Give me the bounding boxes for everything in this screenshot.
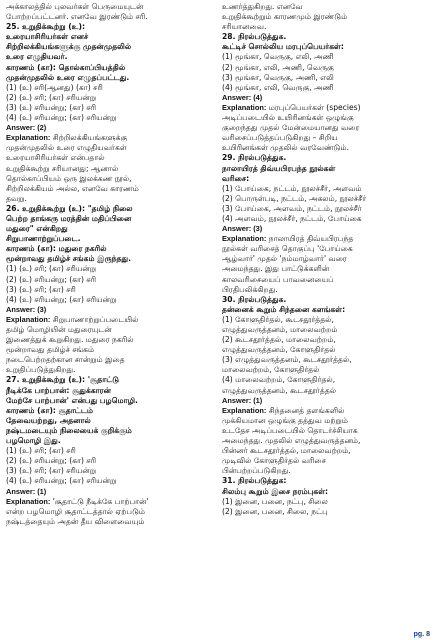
text-line: பிரதிபலிக்கிறது. <box>222 284 278 294</box>
text-line: (2) இனை, பனை, சிலை, நட்பு <box>222 506 328 516</box>
text-line: உரையாசிரியர்கள் என்பதால் <box>6 153 105 163</box>
question-line: தன்னைக் கூறும் சிந்தனை களங்கள்: <box>222 304 346 314</box>
text-line: வரிசைப்படுத்தப்படுகிறது – சிறிய <box>222 133 338 143</box>
text-line: ஆழ்வார்' முதல் 'நம்மாழ்வார்' வரை <box>222 254 347 264</box>
text-line: போற்றப்பட்டனர். எனவே இரண்டும் சரி. <box>6 12 148 22</box>
explanation-line: Explanation: சிற்றிலக்கியங்களுக்கு <box>6 133 128 143</box>
text-line: பின்னர் கூடசதூர்த்தல், மாலைவற்றம், <box>222 446 351 456</box>
text-line: (4) (உ) சரியன்று; (கா) சரியன்று <box>6 476 117 486</box>
text-line: பின்பற்றப்படுகிறது. <box>222 466 291 476</box>
question-line: முதன்முதலில் உரை எழுதப்பட்டது. <box>6 72 130 82</box>
question-line: தேவையற்றது, அதனால் <box>6 415 91 425</box>
answer-line: Answer: (4) <box>222 92 263 102</box>
question-line: நஷ்டமடையும் நிலையைக் குறிக்கும் <box>6 425 132 435</box>
text-line: நூல்கள் வரிசைத் தொகுப்பு 'போய்கை <box>222 244 353 254</box>
question-line: சிறுபாணாற்றுப்படை. <box>6 234 81 244</box>
answer-line: Answer: (2) <box>6 123 47 133</box>
text-line: (4) மூங்கா, எலி, வெருகு, அணி <box>222 82 334 92</box>
question-line: சிற்றிலக்கியங்களுக்கு முதன்முதலில் <box>6 42 132 52</box>
question-line: நாலாயிரத் திவ்யபிரபந்த நூல்கள் <box>222 163 336 173</box>
explanation-label: Explanation: <box>222 102 267 112</box>
text-line: (3) எழுத்துவருத்தனம், கூடசதூர்த்தல், <box>222 355 352 365</box>
text-line: உடதேச அடிப்படையில் தொடர்ச்சியாக <box>222 425 358 435</box>
explanation-line: Explanation: மரபுப்பெயர்கள் (species) <box>222 102 361 112</box>
question-line: மூன்றாவது தமிழ்ச் சங்கம் இருந்தது. <box>6 254 131 264</box>
question-line: மேற்சே பாற்பான்' என்பது பழமொழி. <box>6 395 138 405</box>
text-line: (3) போய்கை, அளவம், நட்டம், நூலச்சீர் <box>222 203 362 213</box>
text-line: எழுத்துவருத்தனம், கூடசதூர்த்தல் <box>222 385 337 395</box>
text-line: மாலைவற்றம், கோளுதிர்தல் <box>222 365 320 375</box>
text-line: (1) (உ) சரி; (கா) சரியன்று <box>6 264 97 274</box>
text-line: (2) (உ) சரி; (கா) சரியன்று <box>6 92 97 102</box>
text-line: இணைத்துக் கூறுகிறது. மதுரை நகரில் <box>6 335 134 345</box>
text-line: உறுதிக்கூற்று சரியானது; ஆனால் <box>6 163 119 173</box>
text-line: உணர்த்துகிறது. எனவே <box>222 2 303 11</box>
question-line: 30. நிரல்படுத்துக. <box>222 294 287 304</box>
text-line: அடிப்படையில் உயிரினங்கள் ஒழுங்கு <box>222 113 354 123</box>
text-line: (1) (உ) சரி; (கா) சரி <box>6 446 76 456</box>
text-line: முடிவில் கோளுதிர்தல் வரிசை <box>222 456 326 466</box>
question-line: உரை எழுதியவர். <box>6 52 68 62</box>
explanation-line: Explanation: நாலாயிரத் திவ்யபிரபந்த <box>222 234 354 244</box>
question-line: 31. நிரல்படுத்துக: <box>222 476 287 486</box>
question-line: காரணம் (கா): சூதாட்டம் <box>6 405 93 415</box>
text-line: நஷ்டத்தையும் அதன் தீய விளைவையும் <box>6 516 145 526</box>
explanation-label: Explanation: <box>222 234 267 244</box>
text-line: (2) கூடசதூர்த்தல், மாலைவற்றம், <box>222 335 336 345</box>
text-line: உறுதிப்படுத்துகிறது. <box>6 365 76 375</box>
text-line: தமிழ் மொழியின் மதுரையுடன் <box>6 325 112 334</box>
text-line: தவறு. <box>6 193 27 203</box>
explanation-label: Explanation: <box>6 496 51 506</box>
page-number: pg. 8 <box>413 631 430 638</box>
left-column <box>6 2 216 630</box>
text-line: முக்கியமான ஒழுங்கு தத்துவ மற்றும் <box>222 415 349 425</box>
text-line: (1) போய்கை, நட்டம், நூலச்சீர், அளவம் <box>222 183 362 193</box>
text-line: (4) மாலைவற்றம், கோளுதிர்தல், <box>222 375 336 385</box>
text-line: அமைந்தது. முதலில் எழுத்துவருத்தனம், <box>222 436 361 446</box>
text-line: உயிரினங்கள் முதலில் வரவேண்டும். <box>222 143 349 153</box>
answer-line: Answer: (3) <box>6 304 47 314</box>
text-line: நடைபெற்றதற்கான சான்றும் இதை <box>6 355 125 365</box>
text-line: (2) (உ) சரியன்று; (கா) சரி <box>6 274 97 284</box>
question-line: 28. நிரல்படுத்துக. <box>222 32 287 42</box>
text-line: (2) (உ) சரியன்று; (கா) சரி <box>6 456 97 466</box>
right-column <box>222 2 432 630</box>
answer-line: Answer: (1) <box>6 486 47 496</box>
text-line: மூன்றாவது தமிழ்ச் சங்கம் <box>6 345 95 355</box>
explanation-line: Explanation: சிறுபாணாற்றுப்படையில் <box>6 314 139 324</box>
text-line: குறைந்தது முதல் மேன்மையானது வரை <box>222 123 360 133</box>
question-line: வரிசை: <box>222 173 250 183</box>
question-line: பெற்ற தாங்கரு மரத்தின் மதிப்பினை <box>6 213 132 223</box>
text-line: என்ற பழமொழி சூதாட்டத்தால் ஏற்படும் <box>6 506 145 516</box>
question-line: 25. உறுதிக்கூற்று (உ): <box>6 22 86 32</box>
explanation-label: Explanation: <box>6 314 51 324</box>
text-line: (4) அளவம், நூலச்சீர், நட்டம், போய்கை <box>222 213 362 223</box>
text-line: (1) (உ) சரி(ஆனது) (கா) சரி <box>6 82 103 92</box>
explanation-line: Explanation: 'சூதாட்டு நீடிக்கே பாற்பான்' <box>6 496 149 506</box>
explanation-line: Explanation: சிந்தனைத் தளங்களில் <box>222 405 345 415</box>
question-line: 29. நிரல்படுத்துக. <box>222 153 287 163</box>
question-line: 27. உறுதிக்கூற்று (உ): 'சூதாட்டு <box>6 375 120 385</box>
question-line: காரணம் (கா): மதுரை நகரில் <box>6 244 107 254</box>
question-line: பழமொழி இது. <box>6 436 61 446</box>
question-line: காரணம் (கா): தொல்காப்பியத்தில் <box>6 62 126 72</box>
text-line: சரியானவை. <box>222 22 267 32</box>
answer-line: Answer: (3) <box>222 224 263 234</box>
explanation-label: Explanation: <box>222 405 267 415</box>
text-line: உறுதிக்கூற்றும் காரணமும் இரண்டும் <box>222 12 348 22</box>
text-line: அக்காலத்தில் புலவர்கள் பெருமையுடன் <box>6 2 144 11</box>
text-line: (2) பொருள்படி, நட்டம், அகலம், நூலச்சீர் <box>222 193 367 203</box>
text-line: அமைந்தது. இது பாட்டுக்களின் <box>222 264 330 274</box>
question-line: மதுரை" என்கிறது <box>6 224 68 234</box>
text-line: காலவரிசையைப் பாவனையைப் <box>222 274 334 284</box>
text-line: சிற்றிலக்கியம் அல்ல, எனவே காரணம் <box>6 183 139 193</box>
text-line: (4) (உ) சரியன்று; (கா) சரியன்று <box>6 294 117 304</box>
text-line: (3) மூங்கா, வெருகு, அணி, எலி <box>222 72 334 82</box>
explanation-label: Explanation: <box>6 133 51 143</box>
answer-line: Answer: (1) <box>222 395 263 405</box>
question-line: கூட்டிச் சொல்லிய மரபுப்பெயர்கள்: <box>222 42 344 52</box>
text-line: (1) மூங்கா, வெருகு, எலி, அணி <box>222 52 334 62</box>
question-line: நீடிக்கே பாற்பான்: சூதுக்காரன் <box>6 385 111 395</box>
text-line: முதன்முதலில் உரை எழுதியவர்கள் <box>6 143 127 153</box>
text-line: தொல்காப்பியம் ஒரு இலக்கண நூல், <box>6 173 132 183</box>
text-line: எழுத்துவருத்தனம், மாலைவற்றம் <box>222 325 338 334</box>
text-line: எழுத்துவருத்தனம், கோளுதிர்தல் <box>222 345 336 355</box>
text-columns <box>6 2 432 630</box>
text-line: (4) (உ) சரியன்று; (கா) சரியன்று <box>6 113 117 123</box>
text-line: (1) இனை, பனை, நட்பு, சிலை <box>222 496 328 506</box>
question-line: 26. உறுதிக்கூற்று (உ): "தமிழ் நிலை <box>6 203 133 213</box>
question-line: சிலம்பு கூறும் இசை நரம்புகள்: <box>222 486 329 496</box>
text-line: (1) கோளுதிர்தல், கூடசதூர்த்தல், <box>222 314 334 324</box>
text-line: (3) (உ) சரியன்று; (கா) சரி <box>6 102 97 112</box>
text-line: (3) (உ) சரி; (கா) சரியன்று <box>6 466 97 476</box>
text-line: (2) மூங்கா, எலி, அணி, வெருகு <box>222 62 334 72</box>
text-line: (3) (உ) சரி; (கா) சரி <box>6 284 76 294</box>
question-line: உரையாசிரியர்கள் எனச் <box>6 32 89 42</box>
